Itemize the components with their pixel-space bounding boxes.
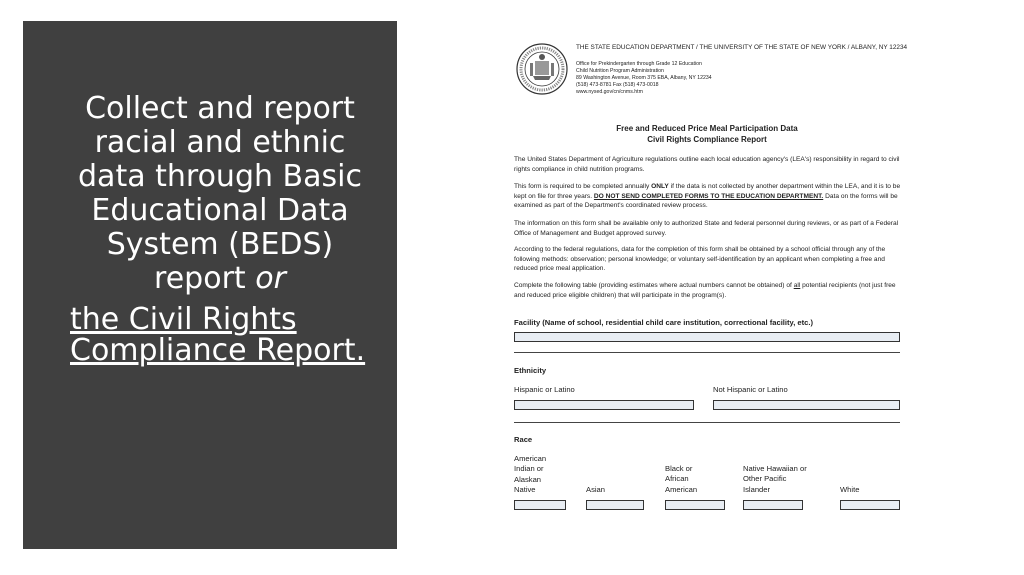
race-hawaiian-label: Native Hawaiian or Other Pacific Islander [743, 464, 807, 494]
form-paragraph-2 [514, 182, 906, 211]
hispanic-field[interactable] [514, 400, 694, 410]
race-white-label: White [840, 485, 860, 494]
form-subtitle: Civil Rights Compliance Report [647, 135, 767, 144]
ny-state-seal-icon [516, 43, 568, 95]
para2-warning: DO NOT SEND COMPLETED FORMS TO THE EDUCATION DEPARTMENT. [593, 192, 824, 200]
para2-end: Data on the forms will be examined as part of the Department's coordinated review process. [514, 192, 898, 210]
header-unit: Child Nutrition Program Administration [576, 68, 664, 74]
form-title: Free and Reduced Price Meal Participation Data [616, 124, 798, 133]
civil-rights-form-image [508, 38, 906, 520]
divider [514, 352, 900, 353]
facility-field[interactable] [514, 332, 900, 342]
slide-text-main: Collect and report racial and ethnic data through Basic Educational Data System (BEDS) report [78, 91, 362, 296]
slide-body-text [70, 92, 370, 366]
race-label: Race [514, 435, 533, 444]
not-hispanic-field[interactable] [713, 400, 900, 410]
civil-rights-report-link[interactable]: the Civil Rights Compliance Report. [70, 302, 366, 368]
slide-text-or: or [255, 261, 286, 296]
facility-label: Facility (Name of school, residential child care institution, correctional facility, etc.) [514, 318, 814, 327]
header-department: THE STATE EDUCATION DEPARTMENT / THE UNIVERSITY OF THE STATE OF NEW YORK / ALBANY, NY 12234 [576, 44, 908, 51]
form-paragraph-5 [514, 281, 906, 300]
not-hispanic-label: Not Hispanic or Latino [713, 385, 788, 394]
form-paragraph-1: The United States Department of Agriculture regulations outline each local education agency's (LEA's) responsibility in regard to civil rights compliance in child nutrition programs. [514, 156, 900, 173]
slide-paragraph [70, 92, 370, 296]
hawaiian-field[interactable] [743, 500, 803, 510]
american-indian-field[interactable] [514, 500, 566, 510]
para2-start: This form is required to be completed annually [514, 183, 650, 190]
para5-all: all [793, 282, 801, 289]
form-paragraph-3: The information on this form shall be available only to authorized State and federal personnel during reviews, or as part of a Federal Office of Management and Budget approved survey. [514, 220, 899, 237]
para2-only: ONLY [651, 183, 669, 190]
slide-link-paragraph [70, 304, 370, 366]
ethnicity-label: Ethnicity [514, 366, 547, 375]
hispanic-label: Hispanic or Latino [514, 385, 575, 394]
race-asian-label: Asian [586, 485, 605, 494]
black-field[interactable] [665, 500, 725, 510]
white-field[interactable] [840, 500, 900, 510]
asian-field[interactable] [586, 500, 644, 510]
para5-start: Complete the following table (providing estimates where actual numbers cannot be obtained) of [514, 282, 792, 289]
race-black-label: Black or African American [665, 464, 698, 494]
para5-end: potential recipients (not just free and reduced price eligible children) that will participate in the program(s). [514, 282, 896, 299]
para2-middle: if the data is not collected by another department within the LEA, and it is to be kept on file for three years. [514, 183, 901, 200]
race-american-indian-label: American Indian or Alaskan Native [514, 454, 547, 494]
header-phone: (518) 473-8781 Fax (518) 473-0018 [576, 82, 659, 88]
divider [514, 422, 900, 423]
header-address: 89 Washington Avenue, Room 375 EBA, Albany, NY 12234 [576, 75, 712, 81]
header-web: www.nysed.gov/cn/cnms.htm [576, 89, 643, 95]
form-paragraph-4: According to the federal regulations, data for the completion of this form shall be obtained by a school official through any of the following methods: observation; personal knowledge; or voluntary self-identification by an applicant when completing a free and reduced price meal application. [514, 246, 886, 273]
header-office: Office for Prekindergarten through Grade 12 Education [576, 61, 702, 67]
